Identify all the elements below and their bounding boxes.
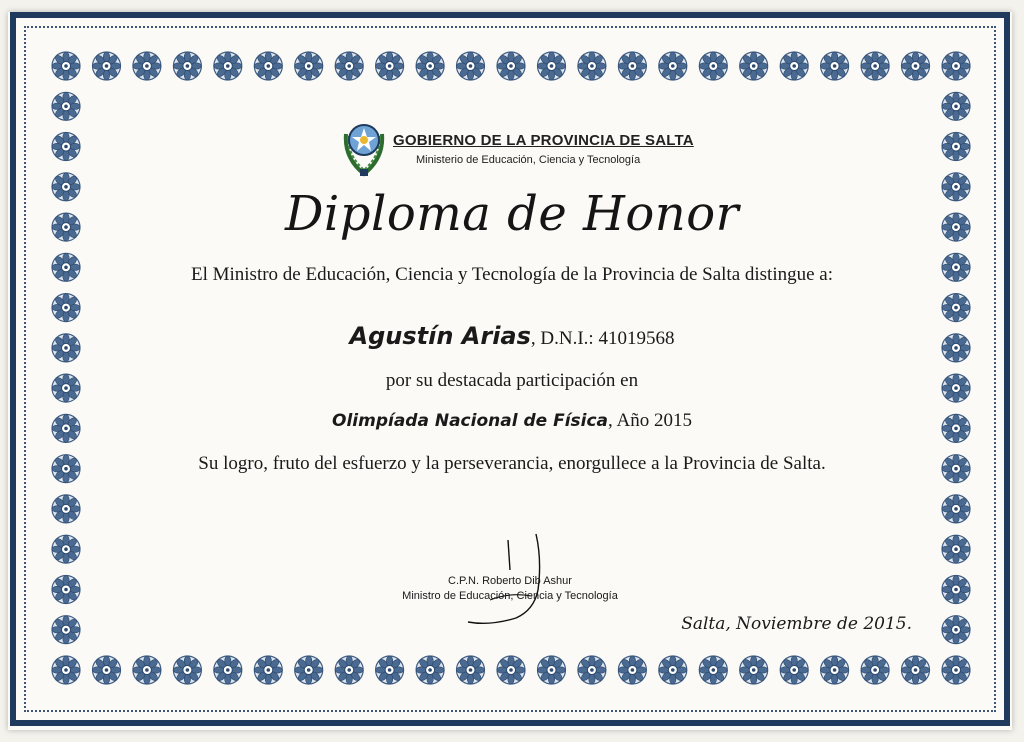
event-name: Olimpíada Nacional de Física (332, 411, 609, 431)
government-header (340, 114, 700, 184)
place-and-date: Salta, Noviembre de 2015. (681, 614, 912, 634)
reason-text: por su destacada participación en (385, 370, 639, 391)
dni-label: , D.N.I.: (530, 328, 599, 349)
event-line (0, 410, 1024, 432)
closing-text: Su logro, fruto del esfuerzo y la perseverancia, enorgullece a la Provincia de Salta. (198, 453, 826, 474)
intro-text: El Ministro de Educación, Ciencia y Tecnología de la Provincia de Salta distingue a: (190, 264, 834, 285)
dni-number: 41019568 (598, 328, 675, 349)
recipient-line (0, 322, 1024, 350)
signatory-name: C.P.N. Roberto Dib Ashur (448, 575, 572, 587)
recipient-name: Agustín Arias (349, 322, 531, 350)
government-title: GOBIERNO DE LA PROVINCIA DE SALTA (393, 132, 694, 149)
signatory-role: Ministro de Educación, Ciencia y Tecnología (402, 590, 618, 602)
province-crest-icon (340, 114, 388, 180)
diploma-title: Diploma de Honor (284, 186, 740, 242)
ministry-subtitle: Ministerio de Educación, Ciencia y Tecnología (416, 154, 641, 166)
signatory-block (360, 574, 660, 604)
event-year: , Año 2015 (608, 410, 692, 431)
